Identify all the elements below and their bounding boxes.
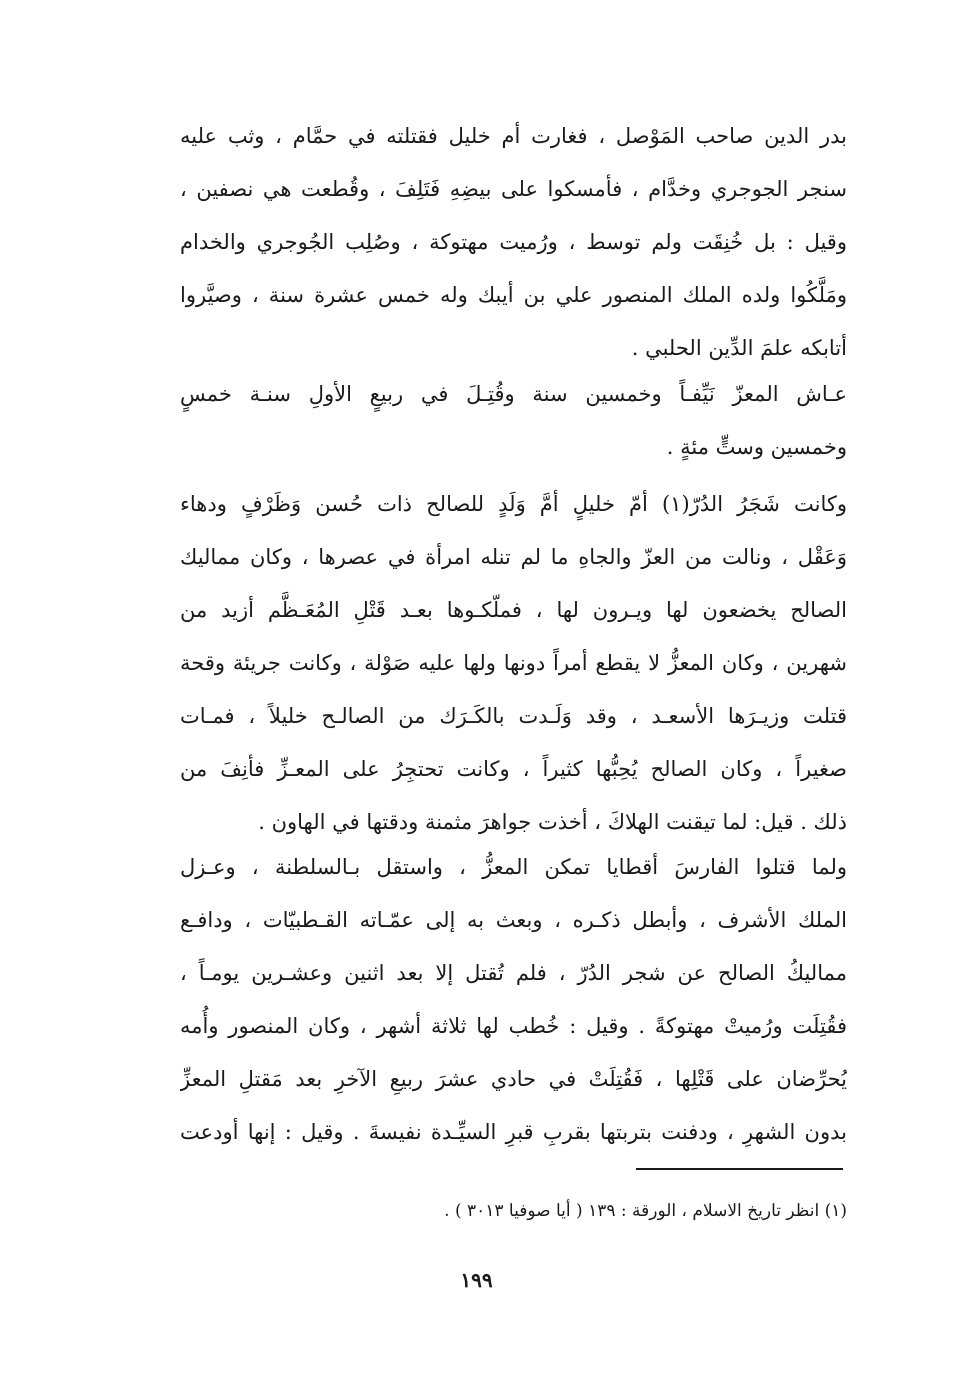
paragraph-1: [180, 110, 847, 375]
text-line: بدون الشهرِ ، ودفنت بتربتها بقربِ قبرِ السيِّـدة نفيسةَ . وقيل : إنها أودعت: [180, 1120, 847, 1144]
text-line: الصالح يخضعون لها ويـرون لها ، فملّكـوها بعـد قَتْلِ المُعَـظَّم أزيد من: [180, 598, 847, 622]
text-line: سنجر الجوجري وخدَّام ، فأمسكوا على بيضِهِ فَتَلِفَ ، وقُطعت هي نصفين ،: [180, 177, 847, 201]
text-line: صغيراً ، وكان الصالح يُحِبُّها كثيراً ، وكانت تحتجِرُ على المعـزِّ فأنِفَ من: [180, 757, 847, 781]
text-line: الملك الأشرف ، وأبطل ذكـره ، وبعث به إلى عمّـاته القـطبيّات ، ودافـع: [180, 908, 847, 932]
text-line: وَعَقْل ، ونالت من العزّ والجاهِ ما لم تنله امرأة في عصرها ، وكان مماليك: [180, 545, 847, 569]
paragraph-3: [180, 478, 847, 849]
text-line: وكانت شَجَرُ الدُرّ(١) أمّ خليلٍ أمَّ وَلَدٍ للصالح ذات حُسن وَظَرْفٍ ودهاء: [180, 492, 847, 516]
text-line: قتلت وزيـرَها الأسعـد ، وقد وَلَـدت بالكَـرَك من الصالـح خليلاً ، فمـات: [180, 704, 847, 728]
text-line: وخمسين وستٍّ مئةٍ .: [666, 435, 847, 459]
text-line: فقُتِلَت ورُميتْ مهتوكةً . وقيل : خُطب لها ثلاثة أشهر ، وكان المنصور وأُمه: [180, 1014, 847, 1038]
text-line: ولما قتلوا الفارسَ أقطايا تمكن المعزُّ ، واستقل بـالسلطنة ، وعـزل: [180, 855, 847, 879]
text-line: شهرين ، وكان المعزُّ لا يقطع أمراً دونها ولها عليه صَوْلة ، وكانت جريئة وقحة: [180, 651, 847, 675]
footnote: (١) انظر تاريخ الاسلام ، الورقة : ١٣٩ ( أيا صوفيا ٣٠١٣ ) .: [444, 1201, 847, 1221]
footnote-separator: [636, 1168, 843, 1170]
text-line: ومَلَّكُوا ولده الملك المنصور علي بن أيبك وله خمس عشرة سنة ، وصيَّروا: [180, 283, 847, 307]
page-number: ١٩٩: [460, 1268, 493, 1292]
paragraph-2: [180, 368, 847, 474]
text-line: بدر الدين صاحب المَوْصل ، فغارت أم خليل فقتلته في حمَّام ، وثب عليه: [180, 124, 847, 148]
paragraph-4: [180, 841, 847, 1159]
text-line: يُحرِّضان على قَتْلِها ، فَقُتِلَتْ في حادي عشرَ ربيعِ الآخرِ بعد مَقتلِ المعزِّ: [180, 1067, 847, 1091]
text-line: عـاش المعزّ نَيِّفـاً وخمسين سنة وقُتِـلَ في ربيعٍ الأولِ سنـة خمسٍ: [180, 382, 847, 406]
text-line: ذلك . قيل: لما تيقنت الهلاكَ ، أخذت جواهرَ مثمنة ودقتها في الهاون .: [258, 810, 847, 834]
text-line: أتابكه علمَ الدِّين الحلبي .: [631, 336, 847, 360]
text-line: مماليكُ الصالح عن شجر الدُرّ ، فلم تُقتل إلا بعد اثنين وعشـرين يومـاً ،: [180, 961, 847, 985]
text-line: وقيل : بل خُنِقَت ولم توسط ، ورُميت مهتوكة ، وصُلِب الجُوجري والخدام: [180, 230, 847, 254]
